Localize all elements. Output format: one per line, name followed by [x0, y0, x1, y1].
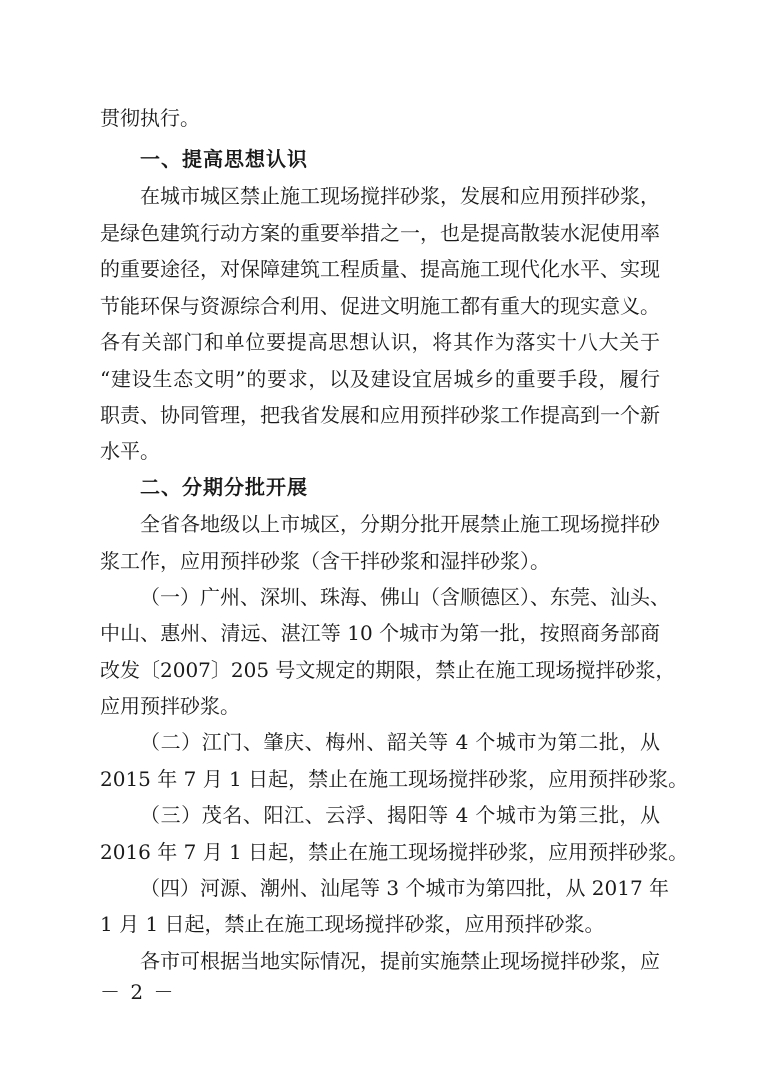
paragraph-line: 节能环保与资源综合利用、促进文明施工都有重大的现实意义。	[100, 294, 660, 318]
page-number: － 2 －	[100, 980, 176, 1004]
section-heading-1: 一、提高思想认识	[140, 147, 308, 171]
paragraph-line: 在城市城区禁止施工现场搅拌砂浆，发展和应用预拌砂浆，	[140, 184, 660, 208]
text-line: 贯彻执行。	[100, 106, 200, 130]
list-item-line: （三）茂名、阳江、云浮、揭阳等 4 个城市为第三批，从	[140, 803, 660, 827]
section-heading-2: 二、分期分批开展	[140, 475, 308, 499]
paragraph-line: 各有关部门和单位要提高思想认识，将其作为落实十八大关于	[100, 330, 660, 354]
paragraph-line: “建设生态文明”的要求，以及建设宜居城乡的重要手段，履行	[100, 367, 660, 391]
list-item-line: （二）江门、肇庆、梅州、韶关等 4 个城市为第二批，从	[140, 730, 660, 754]
paragraph-line: 全省各地级以上市城区，分期分批开展禁止施工现场搅拌砂	[140, 512, 660, 536]
list-item-line: 2015 年 7 月 1 日起，禁止在施工现场搅拌砂浆，应用预拌砂浆。	[100, 767, 689, 791]
list-item-line: 2016 年 7 月 1 日起，禁止在施工现场搅拌砂浆，应用预拌砂浆。	[100, 840, 689, 864]
list-item-line: 改发〔2007〕205 号文规定的期限，禁止在施工现场搅拌砂浆，	[100, 658, 676, 682]
paragraph-line: 职责、协同管理，把我省发展和应用预拌砂浆工作提高到一个新	[100, 403, 660, 427]
paragraph-line: 是绿色建筑行动方案的重要举措之一，也是提高散装水泥使用率	[100, 221, 660, 245]
list-item-line: 应用预拌砂浆。	[100, 694, 240, 718]
list-item-line: （一）广州、深圳、珠海、佛山（含顺德区）、东莞、汕头、	[140, 585, 670, 609]
paragraph-line: 浆工作，应用预拌砂浆（含干拌砂浆和湿拌砂浆）。	[100, 549, 550, 573]
list-item-line: 1 月 1 日起，禁止在施工现场搅拌砂浆，应用预拌砂浆。	[100, 912, 605, 936]
paragraph-line: 各市可根据当地实际情况，提前实施禁止现场搅拌砂浆，应	[140, 949, 660, 973]
list-item-line: （四）河源、潮州、汕尾等 3 个城市为第四批，从 2017 年	[140, 876, 670, 900]
list-item-line: 中山、惠州、清远、湛江等 10 个城市为第一批，按照商务部商	[100, 621, 660, 645]
paragraph-line: 水平。	[100, 439, 160, 463]
paragraph-line: 的重要途径，对保障建筑工程质量、提高施工现代化水平、实现	[100, 257, 660, 281]
